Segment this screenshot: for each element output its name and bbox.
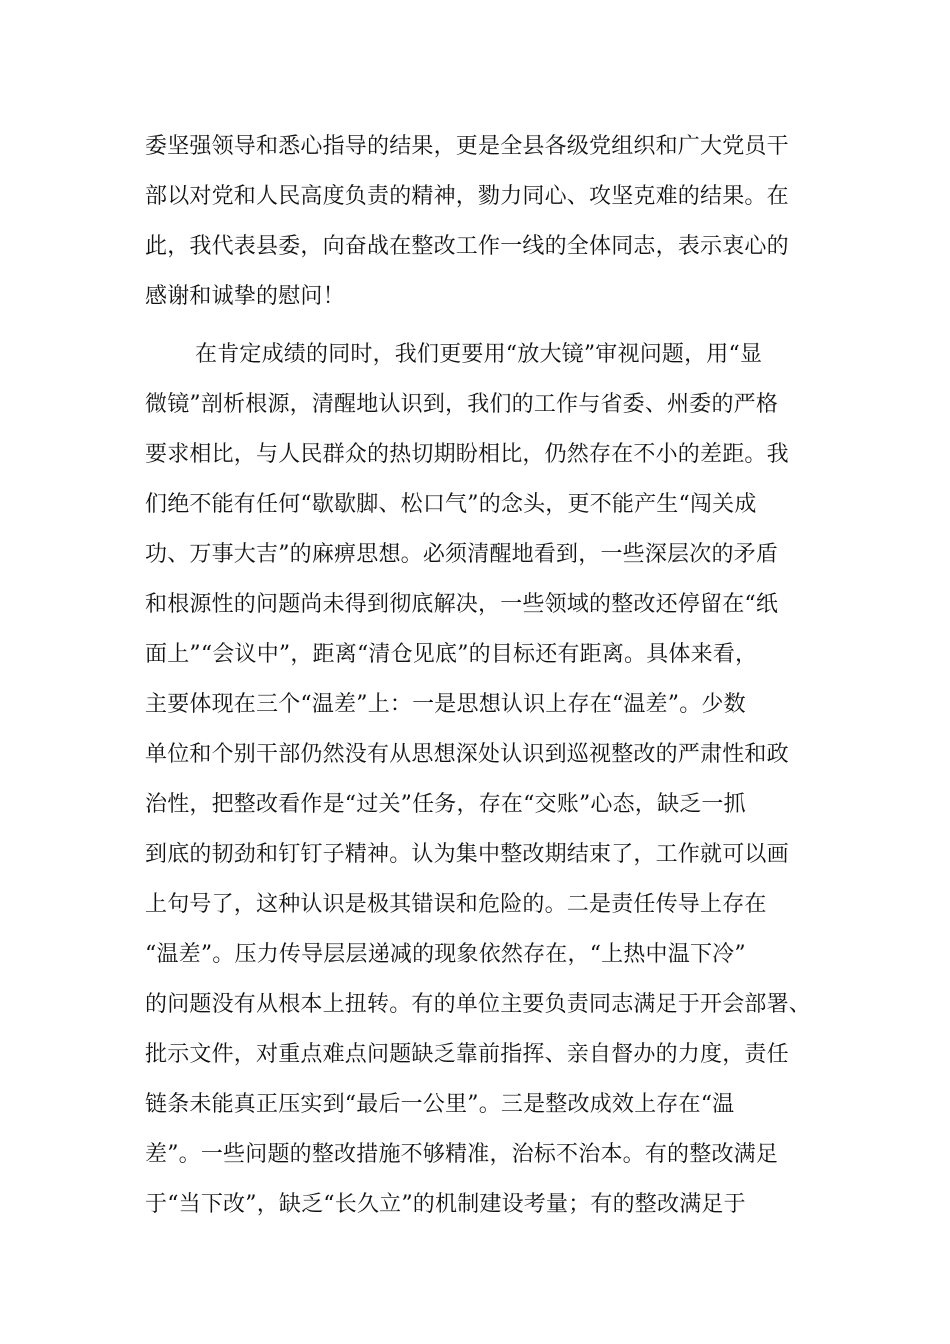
text-line: 部以对党和人民高度负责的精神，勠力同心、攻坚克难的结果。在 [145, 184, 789, 209]
paragraph-gap [145, 327, 810, 335]
text-line: 主要体现在三个“温差”上：一是思想认识上存在“温差”。少数 [145, 692, 746, 717]
text-line: 微镜”剖析根源，清醒地认识到，我们的工作与省委、州委的严格 [145, 392, 779, 417]
text-line: 差”。一些问题的整改措施不够精准，治标不治本。有的整改满足 [145, 1142, 779, 1167]
body-text [145, 127, 810, 1235]
text-line: 到底的韧劲和钉钉子精神。认为集中整改期结束了，工作就可以画 [145, 842, 789, 867]
text-line: 单位和个别干部仍然没有从思想深处认识到巡视整改的严肃性和政 [145, 742, 789, 767]
text-line: 面上”“会议中”，距离“清仓见底”的目标还有距离。具体来看， [145, 642, 758, 667]
text-line: 功、万事大吉”的麻痹思想。必须清醒地看到，一些深层次的矛盾 [145, 542, 779, 567]
paragraph-1 [145, 127, 810, 327]
text-line: 要求相比，与人民群众的热切期盼相比，仍然存在不小的差距。我 [145, 442, 789, 467]
text-line: 的问题没有从根本上扭转。有的单位主要负责同志满足于开会部署、 [145, 992, 812, 1017]
text-line: 链条未能真正压实到“最后一公里”。三是整改成效上存在“温 [145, 1092, 735, 1117]
text-line: 此，我代表县委，向奋战在整改工作一线的全体同志，表示衷心的 [145, 234, 789, 259]
text-line: 感谢和诚挚的慰问！ [145, 284, 345, 309]
text-line: 批示文件，对重点难点问题缺乏靠前指挥、亲自督办的力度，责任 [145, 1042, 789, 1067]
text-line: “温差”。压力传导层层递减的现象依然存在，“上热中温下冷” [145, 942, 746, 967]
text-line: 和根源性的问题尚未得到彻底解决，一些领域的整改还停留在“纸 [145, 592, 779, 617]
text-line: 于“当下改”，缺乏“长久立”的机制建设考量；有的整改满足于 [145, 1192, 746, 1217]
text-line: 委坚强领导和悉心指导的结果，更是全县各级党组织和广大党员干 [145, 134, 789, 159]
text-line: 上句号了，这种认识是极其错误和危险的。二是责任传导上存在 [145, 892, 767, 917]
paragraph-2 [145, 335, 810, 1235]
text-line: 在肯定成绩的同时，我们更要用“放大镜”审视问题，用“显 [195, 342, 763, 367]
text-line: 们绝不能有任何“歇歇脚、松口气”的念头，更不能产生“闯关成 [145, 492, 757, 517]
text-line: 治性，把整改看作是“过关”任务，存在“交账”心态，缺乏一抓 [145, 792, 746, 817]
